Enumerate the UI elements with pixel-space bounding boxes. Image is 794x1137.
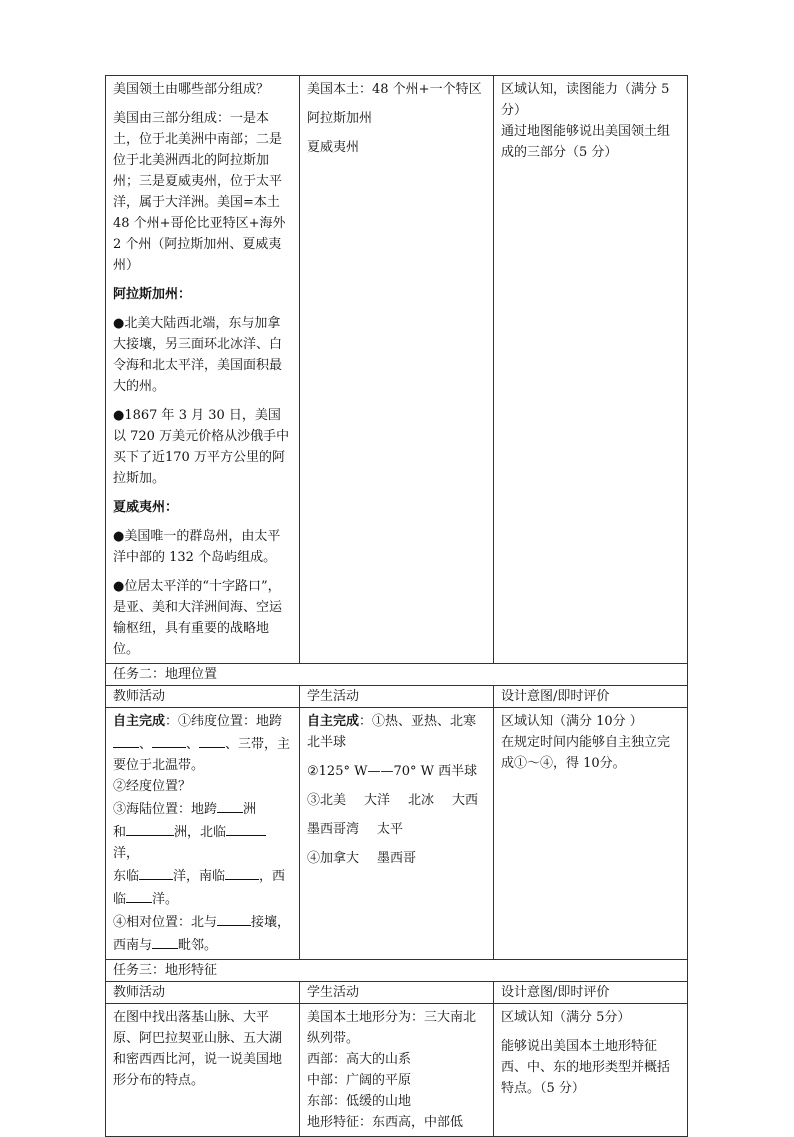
task3-title-row bbox=[106, 960, 688, 982]
blank bbox=[225, 864, 259, 880]
lesson-plan-page bbox=[105, 75, 687, 1137]
alaska-point-1: ●北美大陆西北端，东与加拿大接壤，另三面环北冰洋、白令海和北太平洋，美国面积最大的州。 bbox=[113, 316, 283, 394]
task3-teacher-cell: 在图中找出落基山脉、大平原、阿巴拉契亚山脉、五大湖和密西西比河，说一说美国地形分布的特点。 bbox=[106, 1004, 300, 1137]
terrain-line: 东部：低缓的山地 bbox=[307, 1094, 412, 1109]
blank bbox=[199, 732, 225, 748]
answer-2: ②125° W——70° W 西半球 bbox=[307, 764, 478, 779]
relative-position-line: ④相对位置：北与 接壤， 西南与 毗邻。 bbox=[113, 910, 292, 956]
header-student: 学生活动 bbox=[300, 982, 494, 1004]
blank bbox=[226, 820, 266, 836]
blank bbox=[139, 864, 173, 880]
task2-title: 任务二：地理位置 bbox=[106, 664, 688, 686]
blank bbox=[126, 887, 152, 903]
territory-design-cell bbox=[494, 76, 688, 664]
design-line: 区域认知（满分 10分 ） bbox=[501, 714, 643, 729]
task2-student-cell bbox=[300, 708, 494, 960]
task2-design-cell bbox=[494, 708, 688, 960]
task3-header-row bbox=[106, 982, 688, 1004]
answer-5: ④加拿大 墨西哥 bbox=[307, 851, 417, 866]
blank bbox=[126, 820, 174, 836]
blank bbox=[113, 732, 139, 748]
design-line: 在规定时间内能够自主独立完成①～④，得 10分。 bbox=[501, 735, 671, 771]
territory-question: 美国领土由哪些部分组成？ bbox=[113, 82, 270, 97]
territory-intro: 美国由三部分组成：一是本土，位于北美洲中南部；二是位于北美洲西北的阿拉斯加州；三是夏威夷州，位于太平洋，属于大洋洲。美国=本土 48 个州+哥伦比亚特区+海外 2 个州（阿拉斯加州、夏威夷州） bbox=[113, 111, 286, 273]
task3-design-cell bbox=[494, 1004, 688, 1137]
hawaii-point-2: ●位居太平洋的“十字路口”，是亚、美和大洋洲间海、空运输枢纽，具有重要的战略地位。 bbox=[113, 579, 283, 657]
territory-student-cell bbox=[300, 76, 494, 664]
terrain-line: 美国本土地形分为：三大南北纵列带。 bbox=[307, 1010, 477, 1046]
task2-title-row bbox=[106, 664, 688, 686]
territory-row bbox=[106, 76, 688, 664]
header-teacher: 教师活动 bbox=[106, 686, 300, 708]
sea-land-line: ③海陆位置：地跨 洲 和 洲，北临洋， 东临 洋，南临 ，西 临 洋。 bbox=[113, 797, 292, 910]
student-line: 夏威夷州 bbox=[307, 140, 360, 155]
header-student: 学生活动 bbox=[300, 686, 494, 708]
latitude-line: 自主完成：①纬度位置：地跨、 、 、三带，主要位于北温带。 bbox=[113, 714, 291, 773]
task2-teacher-cell bbox=[106, 708, 300, 960]
header-design: 设计意图/即时评价 bbox=[494, 686, 688, 708]
answer-1: 自主完成：①热、亚热、北寒 北半球 bbox=[307, 714, 477, 750]
design-line: 能够说出美国本土地形特征西、中、东的地形类型并概括特点。（5 分） bbox=[501, 1039, 671, 1096]
design-line: 通过地图能够说出美国领土组成的三部分（5 分） bbox=[501, 124, 671, 160]
design-line: 区域认知（满分 5分） bbox=[501, 1010, 631, 1025]
task3-row bbox=[106, 1004, 688, 1137]
lesson-table bbox=[105, 75, 688, 1137]
hawaii-title: 夏威夷州： bbox=[113, 500, 179, 515]
terrain-line: 地形特征：东西高，中部低 bbox=[307, 1115, 464, 1130]
alaska-point-2: ●1867 年 3 月 30 日，美国以 720 万美元价格从沙俄手中买下了近170 万平方公里的阿拉斯加。 bbox=[113, 408, 290, 486]
task2-row bbox=[106, 708, 688, 960]
terrain-line: 西部：高大的山系 bbox=[307, 1052, 412, 1067]
student-line: 阿拉斯加州 bbox=[307, 111, 373, 126]
task2-header-row bbox=[106, 686, 688, 708]
design-line: 区域认知，读图能力（满分 5分） bbox=[501, 82, 670, 118]
hawaii-point-1: ●美国唯一的群岛州，由太平洋中部的 132 个岛屿组成。 bbox=[113, 529, 281, 565]
task3-student-cell bbox=[300, 1004, 494, 1137]
blank bbox=[217, 797, 243, 813]
longitude-line: ②经度位置？ bbox=[113, 779, 192, 794]
student-line: 美国本土：48 个州+一个特区 bbox=[307, 82, 482, 97]
territory-teacher-cell bbox=[106, 76, 300, 664]
answer-4: 墨西哥湾 太平 bbox=[307, 822, 404, 837]
header-teacher: 教师活动 bbox=[106, 982, 300, 1004]
alaska-title: 阿拉斯加州： bbox=[113, 287, 192, 302]
header-design: 设计意图/即时评价 bbox=[494, 982, 688, 1004]
blank bbox=[152, 732, 186, 748]
task3-title: 任务三：地形特征 bbox=[106, 960, 688, 982]
blank bbox=[152, 933, 178, 949]
blank bbox=[217, 910, 251, 926]
terrain-line: 中部：广阔的平原 bbox=[307, 1073, 412, 1088]
answer-3: ③北美 大洋 北冰 大西 bbox=[307, 793, 479, 808]
